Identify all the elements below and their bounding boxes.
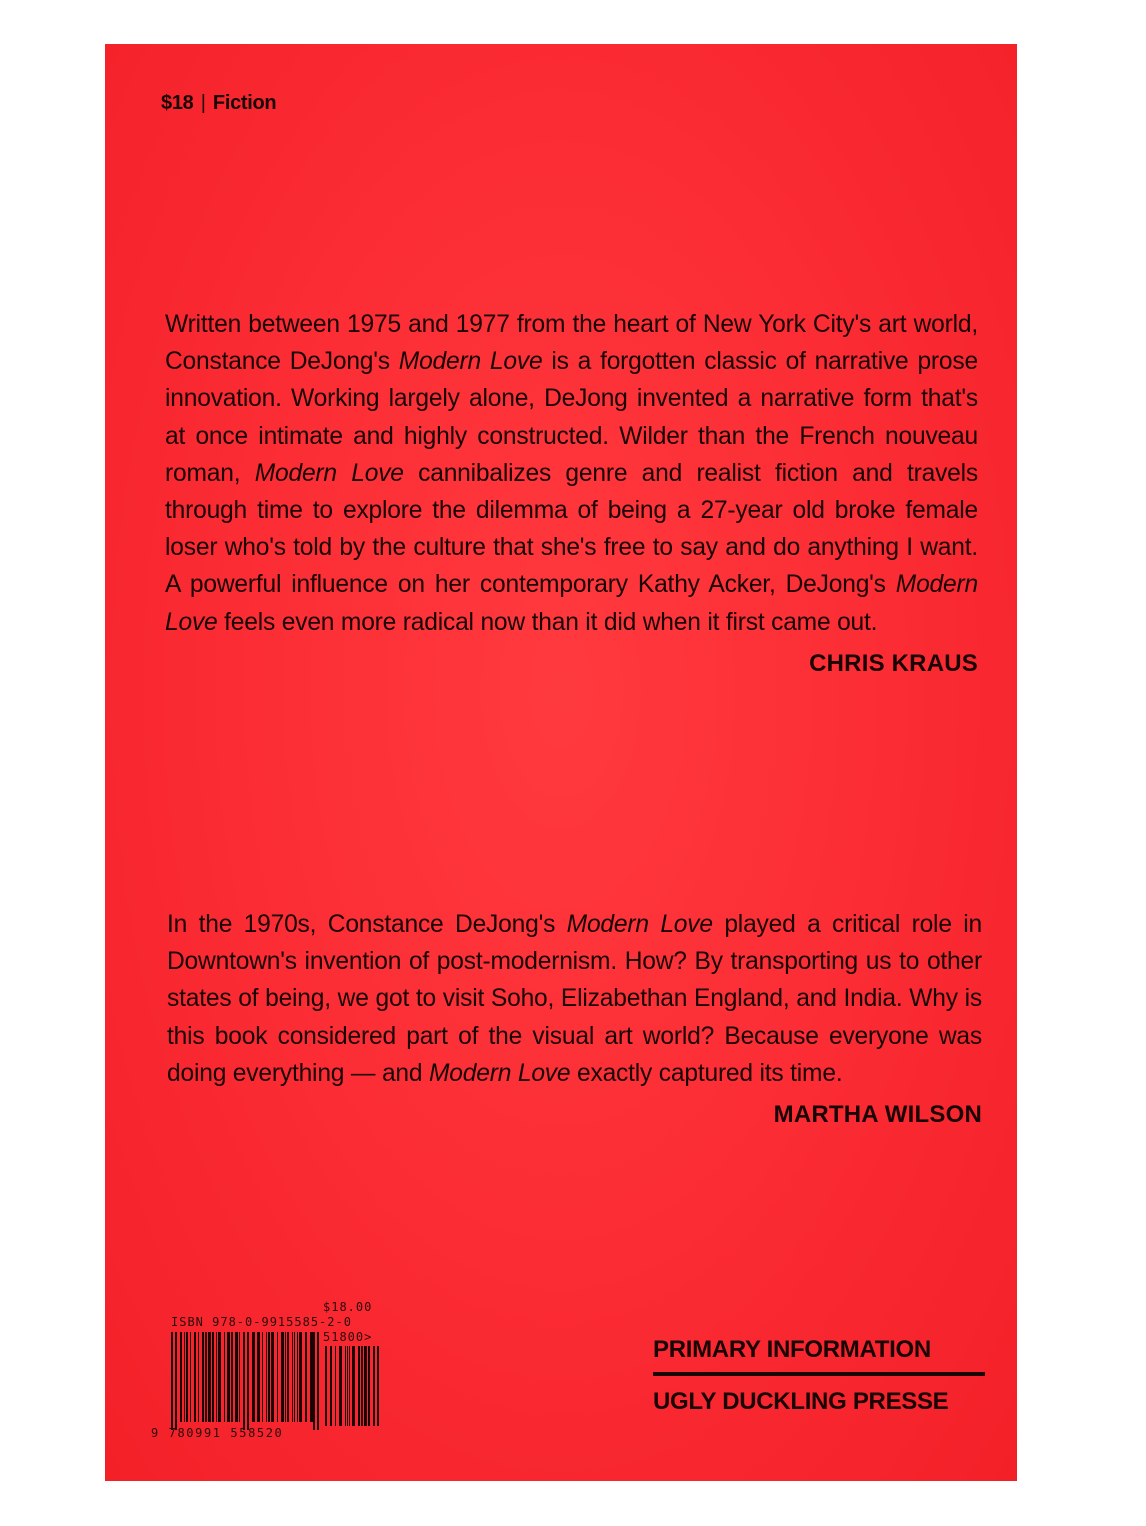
separator: | [195,92,211,114]
barcode-bar [212,1332,214,1422]
barcode-bar [252,1332,255,1422]
barcode-bar [216,1332,217,1422]
blurb-attribution: MARTHA WILSON [773,1101,982,1129]
book-title-italic: Modern Love [566,911,713,938]
barcode-bar [377,1346,379,1426]
barcode-bar [271,1332,274,1422]
blurb-segment: exactly captured its time. [570,1059,843,1087]
barcode-bar [358,1346,360,1426]
barcode-bar [368,1346,370,1426]
barcode-bar [202,1332,204,1422]
barcode-bar [231,1332,233,1422]
barcode-bar [239,1332,240,1422]
category-text: Fiction [212,92,277,114]
price-category-line [161,92,276,115]
barcode-guard-bar [243,1332,245,1430]
publisher-ugly-duckling-presse: UGLY DUCKLING PRESSE [653,1388,949,1415]
blurb-segment: In the 1970s, Constance DeJong's [167,911,567,938]
barcode-bar [352,1346,355,1426]
barcode-bar [205,1332,207,1422]
barcode-bar [345,1346,346,1426]
barcode-bar [373,1346,375,1426]
blurb-segment: played a critical role in Downtown's invention of post-modernism. How? By transporting us to other states of being, we got to visit Soho, Elizabethan England, and India. Why is this book considered part of the visual art world? Because everyone was doing everything — and [167,911,983,1087]
barcode-bar [180,1332,182,1422]
barcode-bar [268,1332,270,1422]
barcode-bar [235,1332,238,1422]
barcode-guard-bar [313,1332,315,1430]
barcode-bar [227,1332,230,1422]
blurb-attribution: CHRIS KRAUS [809,649,978,677]
barcode-bar [281,1332,284,1422]
barcode-bar [218,1332,221,1422]
book-title-italic: Modern Love [165,571,978,636]
barcode-bar [349,1346,350,1426]
blurb-text [167,906,982,1092]
book-title-italic: Modern Love [429,1059,571,1087]
barcode-bar [186,1332,188,1422]
barcode-bar [325,1346,327,1426]
book-title-italic: Modern Love [398,348,543,376]
blurb-segment: feels even more radical now than it did when it first came out. [217,608,878,636]
blurb-text [165,306,978,641]
barcode-bar [339,1346,342,1426]
barcode-bar [266,1332,267,1422]
publisher-logos [653,1336,985,1416]
blurb-segment: Written between 1975 and 1977 from the heart of New York City's art world, Constance DeJong's [165,311,978,376]
barcode-bar [335,1346,336,1426]
book-title-italic: Modern Love [254,459,404,487]
barcode-bar [297,1332,298,1422]
barcode-bar [190,1332,191,1422]
barcode-bar [292,1332,293,1422]
barcode-bar [294,1332,295,1422]
barcode-bar [194,1332,196,1422]
barcode-bar [310,1332,313,1422]
barcode-bar [347,1346,348,1426]
barcode-bar [361,1346,363,1426]
barcode-bar [299,1332,302,1422]
barcode-bar [330,1346,332,1426]
barcode-bar [364,1346,367,1426]
barcode-digits: 9 780991 558520 [151,1426,284,1440]
barcode-bar [285,1332,286,1422]
price-text: $18 [161,92,194,114]
publisher-primary-information: PRIMARY INFORMATION [653,1336,931,1363]
barcode-bar [305,1332,307,1422]
barcode-bar [224,1332,225,1422]
blurb-segment: cannibalizes genre and realist fiction and travels through time to explore the dilemma of being a 27-year old broke female loser who's told by the culture that she's free to say and do anything I want. A powerful influence on her contemporary Kathy Acker, DeJong's [165,459,978,599]
barcode-bar [277,1332,278,1422]
barcode-bar [287,1332,289,1422]
barcode-guard-bar [247,1332,249,1430]
barcode-bar [262,1332,263,1422]
blurb-segment: is a forgotten classic of narrative prose innovation. Working largely alone, DeJong invented a narrative form that's at once intimate and highly constructed. Wilder than the French nouveau roman, [165,348,978,487]
blurb-chris-kraus [165,306,978,682]
barcode-isbn: ISBN 978-0-9915585-2-0 [171,1315,352,1329]
barcode-guard-bar [175,1332,177,1430]
isbn-barcode [145,1300,405,1450]
barcode-bar [184,1332,185,1422]
blurb-martha-wilson [167,906,982,1133]
publisher-divider [653,1372,985,1376]
barcode-bar [208,1332,211,1422]
barcode-addon-digits: 51800> [323,1330,373,1344]
barcode-bar [257,1332,260,1422]
barcode-price: $18.00 [323,1300,373,1314]
barcode-bar [198,1332,199,1422]
barcode-guard-bar [317,1332,319,1430]
book-back-cover [105,44,1017,1481]
barcode-guard-bar [171,1332,173,1430]
